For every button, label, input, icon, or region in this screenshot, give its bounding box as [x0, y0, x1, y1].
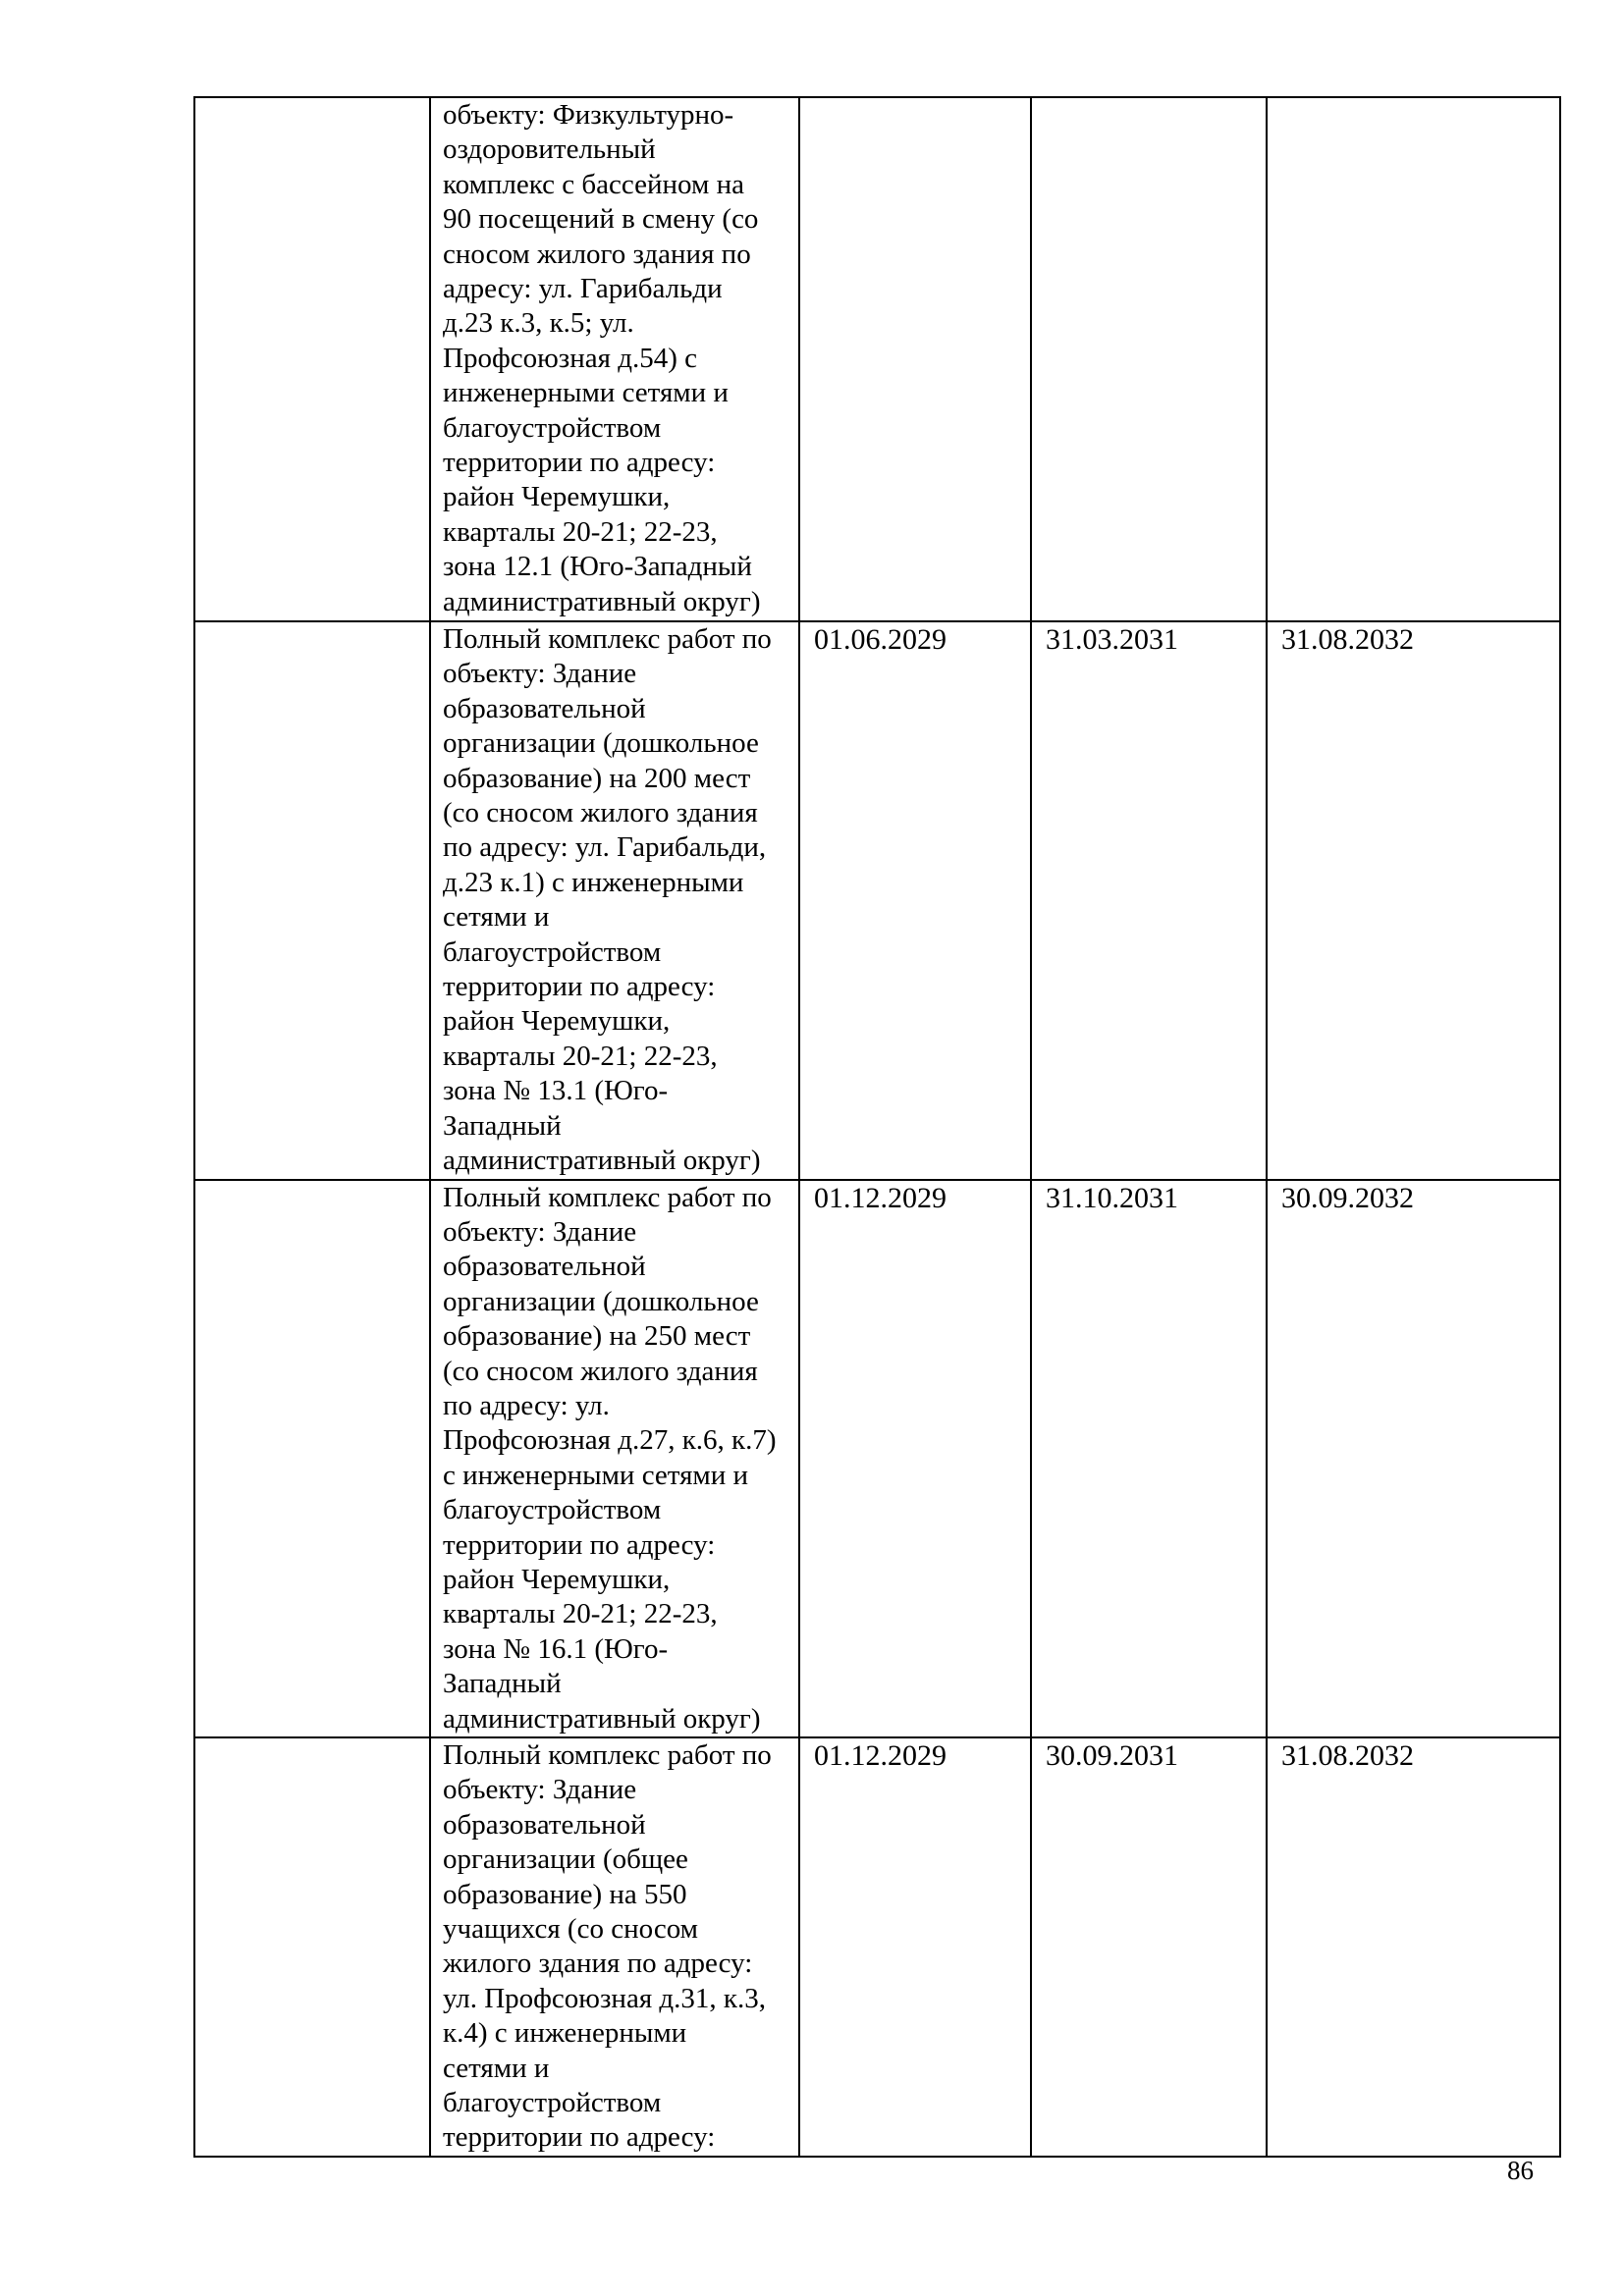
- table-row: [194, 621, 1560, 1180]
- object-description-cell: объекту: Физкультурно- оздоровительный комплекс с бассейном на 90 посещений в смену (со сносом жилого здания по адресу: ул. Гарибальди д.23 к.3, к.5; ул. Профсоюзная д.54) с инженерными сетями и благоустройством территории по адресу: район Черемушки, кварталы 20-21; 22-23, зона 12.1 (Юго-Западный административный округ): [430, 97, 799, 621]
- start-date-cell: [799, 97, 1031, 621]
- mid-date-cell: 31.03.2031: [1031, 621, 1267, 1180]
- mid-date-cell: 31.10.2031: [1031, 1180, 1267, 1738]
- end-date-cell: 31.08.2032: [1267, 621, 1560, 1180]
- object-description-cell: Полный комплекс работ по объекту: Здание образовательной организации (дошкольное образование) на 200 мест (со сносом жилого здания по адресу: ул. Гарибальди, д.23 к.1) с инженерными сетями и благоустройством территории по адресу: район Черемушки, кварталы 20-21; 22-23, зона № 13.1 (Юго- Западный административный округ): [430, 621, 799, 1180]
- construction-schedule-table: [193, 96, 1561, 2158]
- start-date-cell: 01.12.2029: [799, 1737, 1031, 2157]
- object-description-cell: Полный комплекс работ по объекту: Здание образовательной организации (общее образование) на 550 учащихся (со сносом жилого здания по адресу: ул. Профсоюзная д.31, к.3, к.4) с инженерными сетями и благоустройством территории по адресу:: [430, 1737, 799, 2157]
- mid-date-cell: 30.09.2031: [1031, 1737, 1267, 2157]
- number-cell: [194, 621, 430, 1180]
- page-number: 86: [1507, 2156, 1534, 2185]
- table-row: [194, 97, 1560, 621]
- end-date-cell: 30.09.2032: [1267, 1180, 1560, 1738]
- number-cell: [194, 97, 430, 621]
- number-cell: [194, 1737, 430, 2157]
- number-cell: [194, 1180, 430, 1738]
- end-date-cell: [1267, 97, 1560, 621]
- table-row: [194, 1737, 1560, 2157]
- object-description-cell: Полный комплекс работ по объекту: Здание образовательной организации (дошкольное образование) на 250 мест (со сносом жилого здания по адресу: ул. Профсоюзная д.27, к.6, к.7) с инженерными сетями и благоустройством территории по адресу: район Черемушки, кварталы 20-21; 22-23, зона № 16.1 (Юго- Западный административный округ): [430, 1180, 799, 1738]
- table-row: [194, 1180, 1560, 1738]
- start-date-cell: 01.06.2029: [799, 621, 1031, 1180]
- start-date-cell: 01.12.2029: [799, 1180, 1031, 1738]
- mid-date-cell: [1031, 97, 1267, 621]
- end-date-cell: 31.08.2032: [1267, 1737, 1560, 2157]
